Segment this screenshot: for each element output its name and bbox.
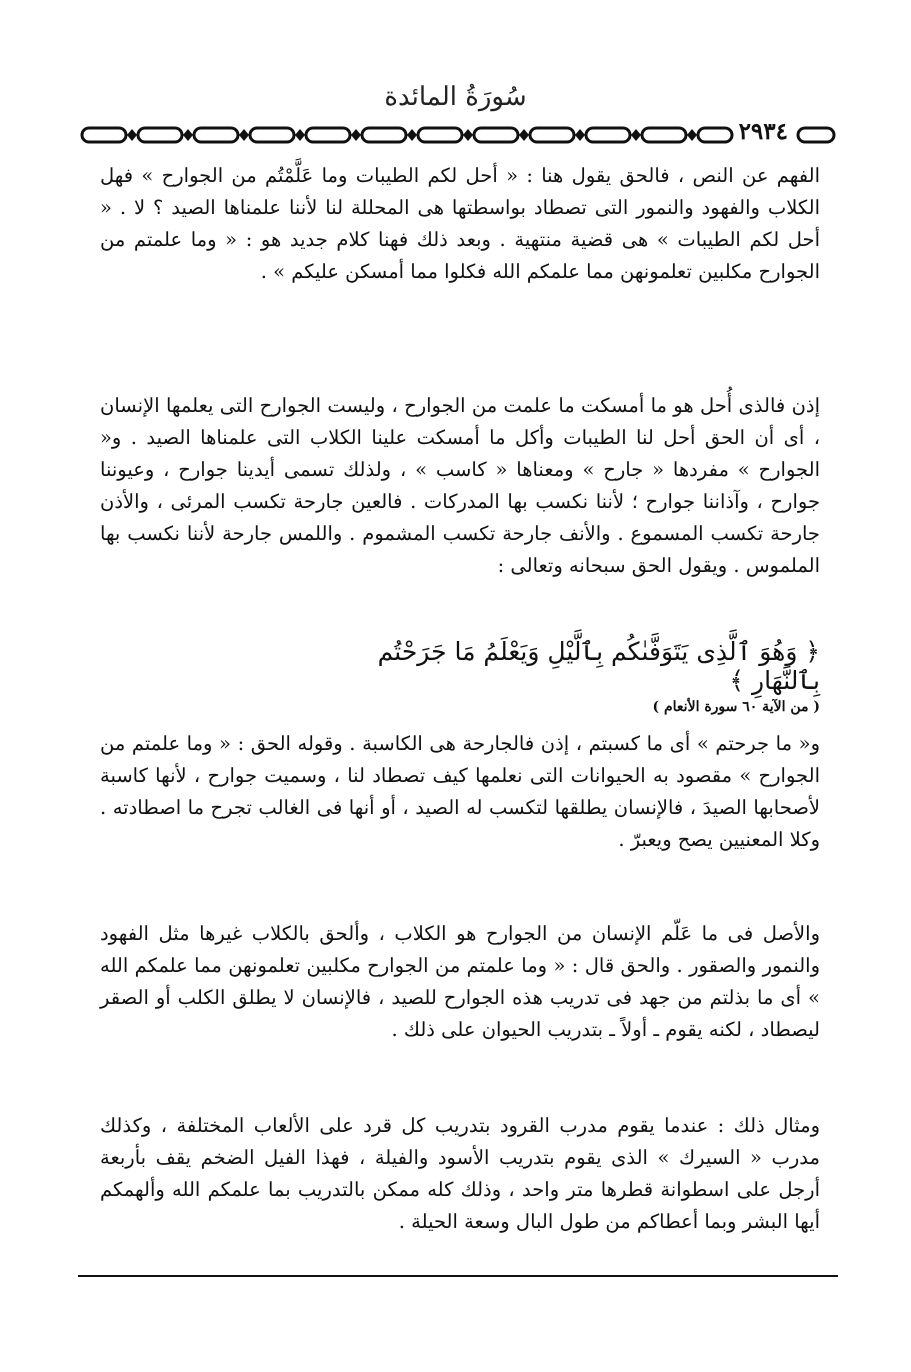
surah-title: سُورَةُ المائدة	[384, 82, 527, 112]
paragraph-2	[100, 390, 820, 582]
page-number: ٢٩٣٤	[735, 118, 792, 145]
verse-reference: ( من الآية ٦٠ سورة الأنعام )	[652, 699, 820, 715]
paragraph-4	[100, 918, 820, 1046]
paragraph-text: الفهم عن النص ، فالحق يقول هنا : « أحل لكم الطيبات وما عَلَّمْتُم من الجوارح » فهل الكلاب والفهود والنمور التى تصطاد بواسطتها هى المحللة لنا لأننا علمناها الصيد ؟ لا . « أحل لكم الطيبات » هى قضية منتهية . وبعد ذلك فهنا كلام جديد هو : « وما علمتم من الجوارح مكلبين تعلمونهن مما علمكم الله فكلوا مما أمسكن عليكم » .	[100, 164, 820, 283]
paragraph-text: ومثال ذلك : عندما يقوم مدرب القرود بتدريب كل قرد على الألعاب المختلفة ، وكذلك مدرب « السيرك » الذى يقوم بتدريب الأسود والفيلة ، فهذا الفيل الضخم يقف بأربعة أرجل على اسطوانة قطرها متر واحد ، وذلك كله ممكن بالتدريب بما علمكم الله وألهمكم أيها البشر وبما أعطاكم من طول البال وسعة الحيلة .	[100, 1114, 820, 1233]
paragraph-5	[100, 1110, 820, 1238]
ornamental-header-band	[78, 118, 838, 148]
quran-verse: ﴿ وَهُوَ ٱلَّذِى يَتَوَفَّىٰكُم بِٱلَّيْلِ وَيَعْلَمُ مَا جَرَحْتُم بِٱلنَّهَارِ ﴾	[377, 637, 820, 695]
chain-ornament	[78, 122, 838, 148]
paragraph-text: و« ما جرحتم » أى ما كسبتم ، إذن فالجارحة هى الكاسبة . وقوله الحق : « وما علمتم من الجوارح » مقصود به الحيوانات التى نعلمها كيف تصطاد لنا ، وسميت جوارح ، لأنها كاسبة لأصحابها الصيدَ ، فالإنسان يطلقها لتكسب له الصيد ، أو أنها فى الغالب تجرح ما اصطادته . وكلا المعنيين يصح ويعبرّ .	[100, 732, 820, 851]
paragraph-3	[100, 728, 820, 856]
paragraph-text: والأصل فى ما عَلّم الإنسان من الجوارح هو الكلاب ، وألحق بالكلاب غيرها مثل الفهود والنمور والصقور . والحق قال : « وما علمتم من الجوارح مكلبين تعلمونهن مما علمكم الله » أى ما بذلتم من جهد فى تدريب هذه الجوارح للصيد ، فالإنسان لا يطلق الكلب أو الصقر ليصطاد ، لكنه يقوم ـ أولاً ـ بتدريب الحيوان على ذلك .	[100, 922, 820, 1041]
footer-rule	[78, 1275, 838, 1277]
paragraph-1	[100, 160, 820, 288]
paragraph-text: إذن فالذى أُحل هو ما أمسكت ما علمت من الجوارح ، وليست الجوارح التى يعلمها الإنسان ، أى أن الحق أحل لنا الطيبات وأكل ما أمسكت علينا الكلاب التى علمناها الصيد . و« الجوارح » مفردها « جارح » ومعناها « كاسب » ، ولذلك تسمى أيدينا جوارح ، وعيوننا جوارح ، وآذاننا جوارح ؛ لأننا نكسب بها المدركات . فالعين جارحة تكسب المرئى ، والأذن جارحة تكسب المسموع . والأنف جارحة تكسب المشموم . واللمس جارحة لأننا نكسب بها الملموس . ويقول الحق سبحانه وتعالى :	[100, 394, 820, 577]
